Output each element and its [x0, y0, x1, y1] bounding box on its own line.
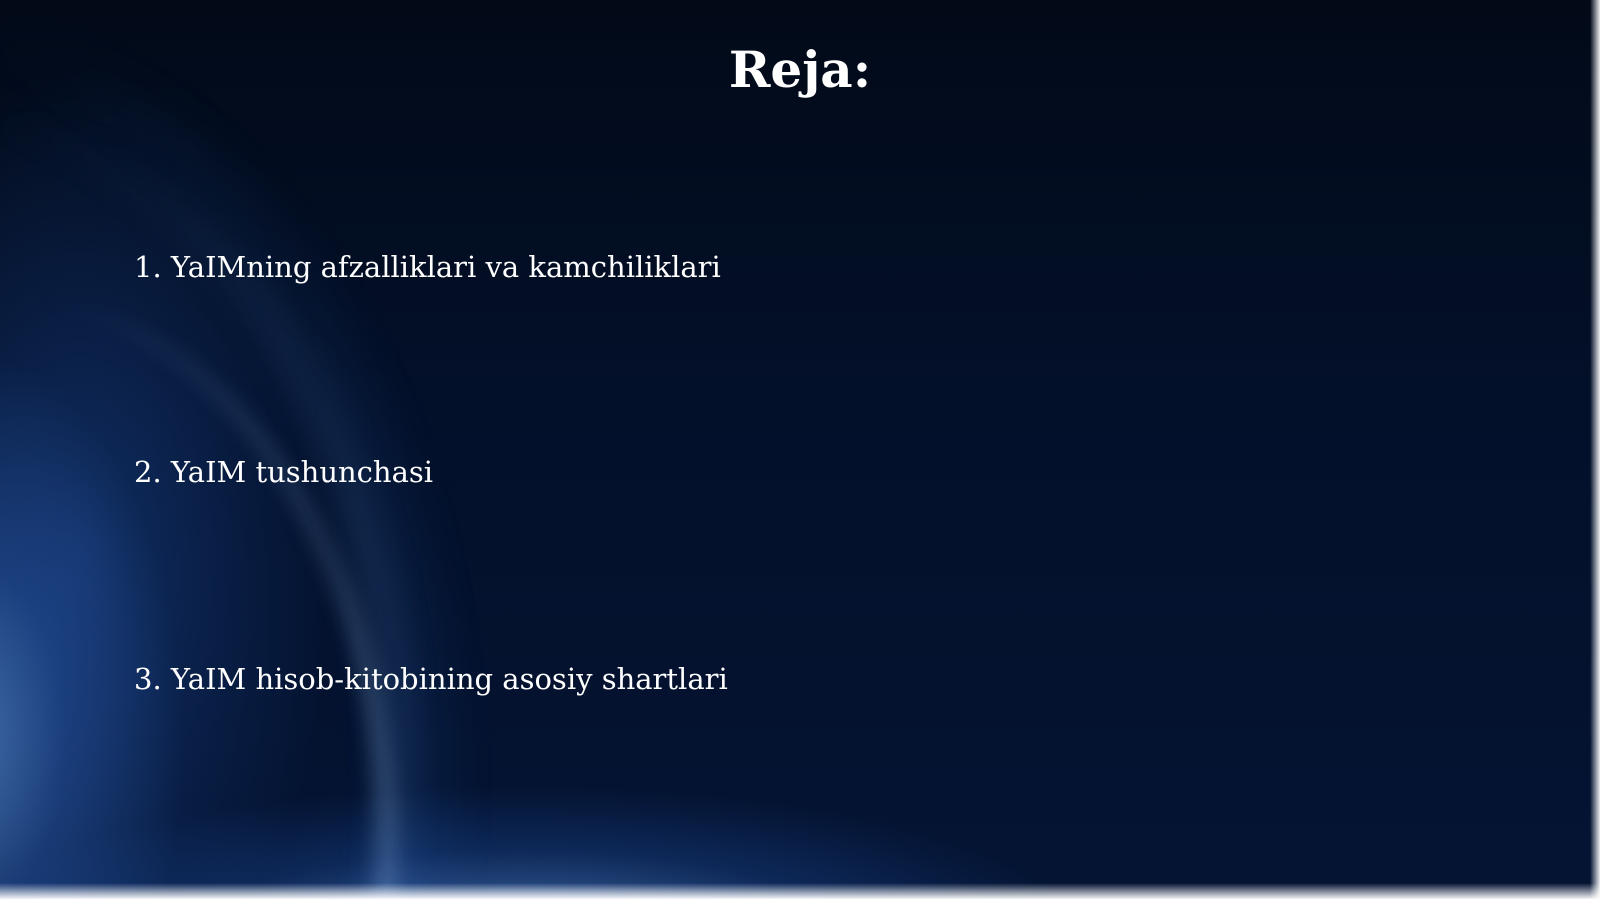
right-edge-margin: [1590, 0, 1600, 899]
background-glow-inner: [0, 300, 394, 899]
plan-item-1: 1. YaIMning afzalliklari va kamchiliklari: [134, 250, 721, 284]
slide-title: Reja:: [728, 40, 872, 99]
plan-item-2: 2. YaIM tushunchasi: [134, 455, 434, 489]
bottom-edge-margin: [0, 883, 1600, 899]
background-glow-middle: [0, 120, 406, 899]
plan-item-3: 3. YaIM hisob-kitobining asosiy shartlari: [134, 662, 728, 696]
